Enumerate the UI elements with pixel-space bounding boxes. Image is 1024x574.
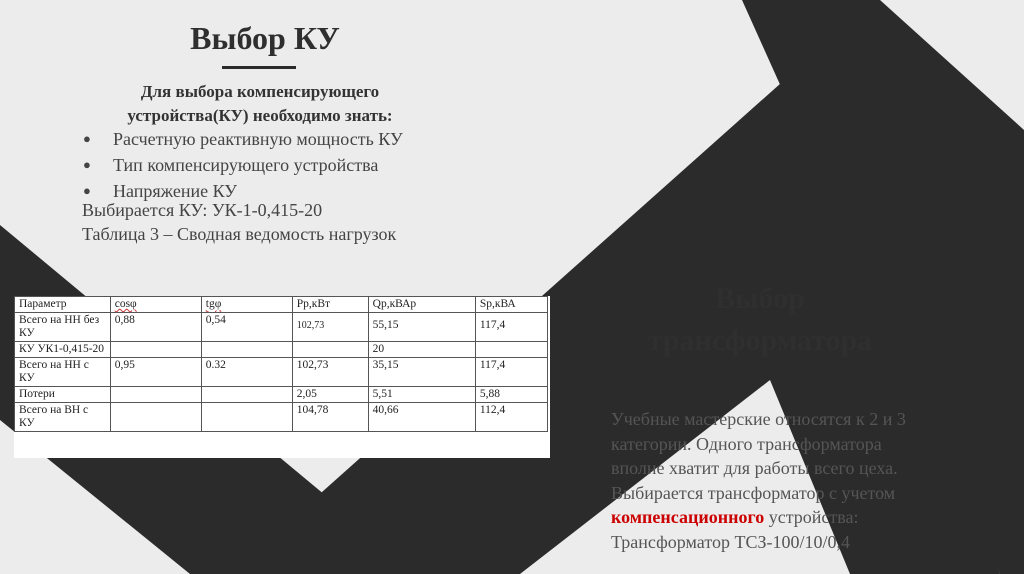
intro-text xyxy=(95,80,425,128)
table-caption: Таблица 3 – Сводная ведомость нагрузок xyxy=(82,224,397,244)
table-cell: Всего на НН с КУ xyxy=(15,358,111,387)
highlight-text: компенсационного xyxy=(611,507,765,527)
list-item xyxy=(83,152,403,178)
desc-line: Трансформатор ТСЗ-100/10/0,4 xyxy=(611,531,850,552)
table-cell: 0.32 xyxy=(201,358,292,387)
header-cell: Sр,кВА xyxy=(475,297,547,313)
section-title-transformer xyxy=(600,278,920,362)
table-row xyxy=(15,358,548,387)
list-item xyxy=(83,126,403,152)
desc-line: Учебные мастерские относятся к 2 и 3 xyxy=(611,409,906,429)
bullet-icon: ● xyxy=(83,183,91,198)
header-cell: tgφ xyxy=(201,297,292,313)
table-cell xyxy=(475,342,547,358)
table-cell: 20 xyxy=(368,342,475,358)
list-item-text: Напряжение КУ xyxy=(113,181,237,201)
table-cell: Всего на НН без КУ xyxy=(15,313,111,342)
table-cell: 55,15 xyxy=(368,313,475,342)
list-item-text: Расчетную реактивную мощность КУ xyxy=(113,129,403,149)
header-cell: Qр,кВАр xyxy=(368,297,475,313)
desc-line: Выбирается трансформатор с учетом xyxy=(611,482,896,503)
load-summary-table xyxy=(14,296,550,458)
table-cell: 2,05 xyxy=(292,387,368,403)
table-cell: 35,15 xyxy=(368,358,475,387)
title-underline xyxy=(222,66,296,69)
table-cell: 117,4 xyxy=(475,358,547,387)
table-cell: Потери xyxy=(15,387,111,403)
table-cell xyxy=(201,403,292,432)
table-cell xyxy=(110,387,201,403)
table-cell xyxy=(292,342,368,358)
title-line-1: Выбор xyxy=(715,282,805,315)
requirements-list xyxy=(83,126,403,204)
intro-line-2: устройства(КУ) необходимо знать: xyxy=(127,106,393,125)
table-cell: 40,66 xyxy=(368,403,475,432)
table-cell: 0,95 xyxy=(110,358,201,387)
table-row xyxy=(15,403,548,432)
table-cell: 102,73 xyxy=(292,313,368,342)
table-header-row xyxy=(15,297,548,313)
table-row xyxy=(15,313,548,342)
table-cell xyxy=(110,342,201,358)
header-cell: Pр,кВт xyxy=(292,297,368,313)
table-cell: 117,4 xyxy=(475,313,547,342)
table-cell: 5,88 xyxy=(475,387,547,403)
bullet-icon: ● xyxy=(83,157,91,172)
table-cell: 0,54 xyxy=(201,313,292,342)
desc-line: вполне хватит для работы всего цеха. xyxy=(611,458,898,478)
section-title-ku: Выбор КУ xyxy=(190,20,340,56)
table-cell xyxy=(201,387,292,403)
table-cell: Всего на ВН с КУ xyxy=(15,403,111,432)
title-line-2: трансформатора xyxy=(647,324,873,357)
desc-line: категории. Одного трансформатора xyxy=(611,433,882,454)
selected-device-text: Выбирается КУ: УК-1-0,415-20 xyxy=(82,200,323,220)
intro-line-1: Для выбора компенсирующего xyxy=(140,82,380,101)
table-cell: 104,78 xyxy=(292,403,368,432)
table-row xyxy=(15,342,548,358)
desc-line-rest: устройства: xyxy=(764,507,859,527)
header-cell: cosφ xyxy=(110,297,201,313)
table-cell: КУ УК1-0,415-20 xyxy=(15,342,111,358)
bullet-icon: ● xyxy=(83,131,91,146)
header-cell: Параметр xyxy=(15,297,111,313)
desc-line xyxy=(611,505,941,530)
table-cell: 102,73 xyxy=(292,358,368,387)
table-row xyxy=(15,387,548,403)
table-cell: 5,51 xyxy=(368,387,475,403)
table-cell: 0,88 xyxy=(110,313,201,342)
table-cell: 112,4 xyxy=(475,403,547,432)
table-cell xyxy=(201,342,292,358)
table-cell xyxy=(110,403,201,432)
list-item-text: Тип компенсирующего устройства xyxy=(113,155,379,175)
transformer-description xyxy=(611,407,941,554)
